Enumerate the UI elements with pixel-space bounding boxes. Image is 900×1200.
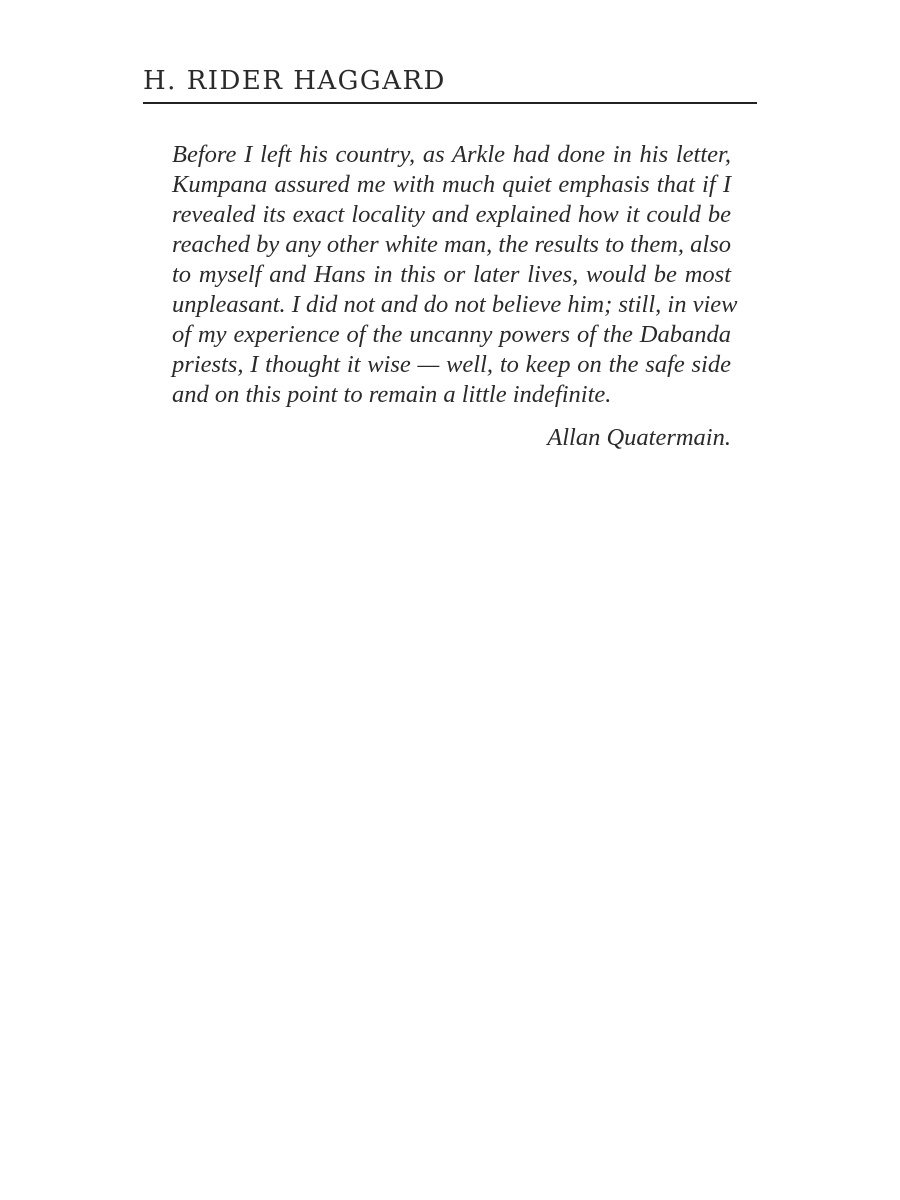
passage-line: priests, I thought it wise — well, to keep on the safe side — [172, 351, 731, 378]
signature: Allan Quatermain. — [547, 424, 731, 451]
passage-line: to myself and Hans in this or later lives, would be most — [172, 261, 731, 288]
passage-line: of my experience of the uncanny powers of the Dabanda — [172, 321, 731, 348]
passage-line: revealed its exact locality and explained how it could be — [172, 201, 731, 228]
running-head — [143, 64, 757, 104]
passage-line: Kumpana assured me with much quiet emphasis that if I — [172, 171, 731, 198]
passage-line: reached by any other white man, the results to them, also — [172, 231, 731, 258]
author-running-head: H. RIDER HAGGARD — [143, 66, 446, 96]
passage-line: and on this point to remain a little indefinite. — [172, 381, 612, 408]
passage-line: unpleasant. I did not and do not believe him; still, in view — [172, 291, 738, 318]
passage-text — [172, 140, 738, 410]
passage-line: Before I left his country, as Arkle had done in his letter, — [172, 141, 731, 168]
